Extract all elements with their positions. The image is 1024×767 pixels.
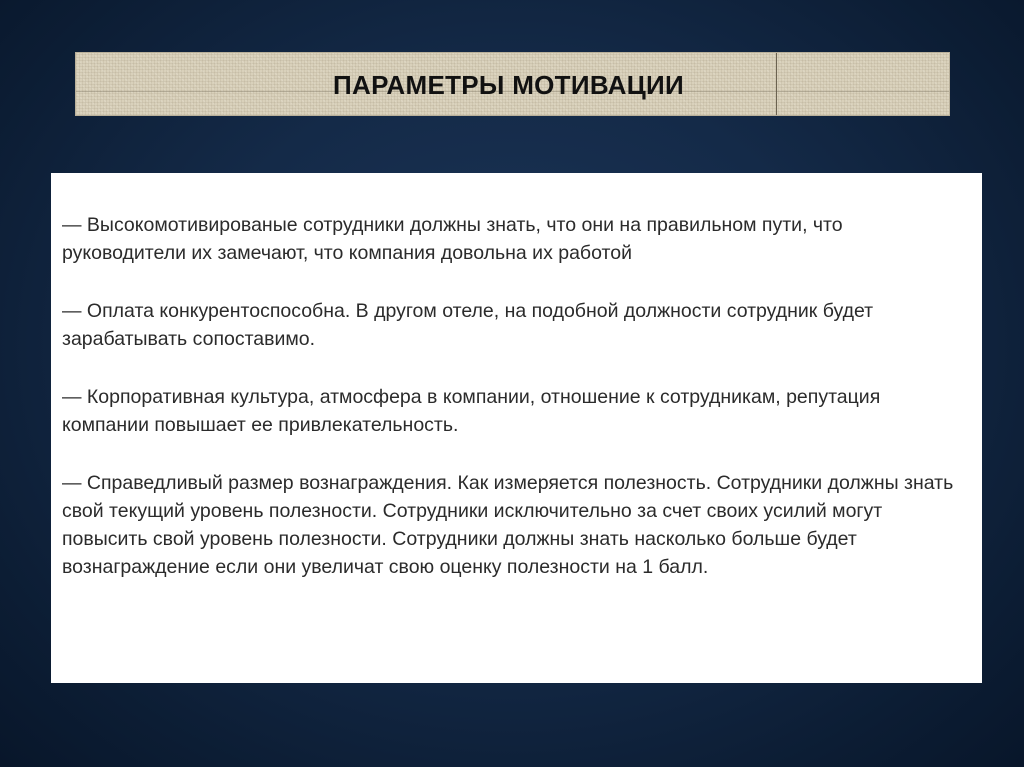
title-banner bbox=[75, 52, 950, 116]
content-panel bbox=[51, 173, 982, 683]
paragraph-recognition: — Высокомотивированые сотрудники должны знать, что они на правильном пути, что руководители их замечают, что компания довольна их работой bbox=[62, 214, 843, 264]
slide-title: ПАРАМЕТРЫ МОТИВАЦИИ bbox=[333, 70, 684, 100]
paragraph-pay: — Оплата конкурентоспособна. В другом отеле, на подобной должности сотрудник будет зарабатывать сопоставимо. bbox=[62, 300, 874, 350]
paragraph-reward: — Справедливый размер вознаграждения. Как измеряется полезность. Сотрудники должны знать свой текущий уровень полезности. Сотрудники исключительно за счет своих усилий могут повысить свой уровень полезности. Сотрудники должны знать насколько больше будет вознаграждение если они увеличат свою оценку полезности на 1 балл. bbox=[62, 472, 954, 578]
paragraph-culture: — Корпоративная культура, атмосфера в компании, отношение к сотрудникам, репутация компании повышает ее привлекательность. bbox=[62, 386, 881, 436]
